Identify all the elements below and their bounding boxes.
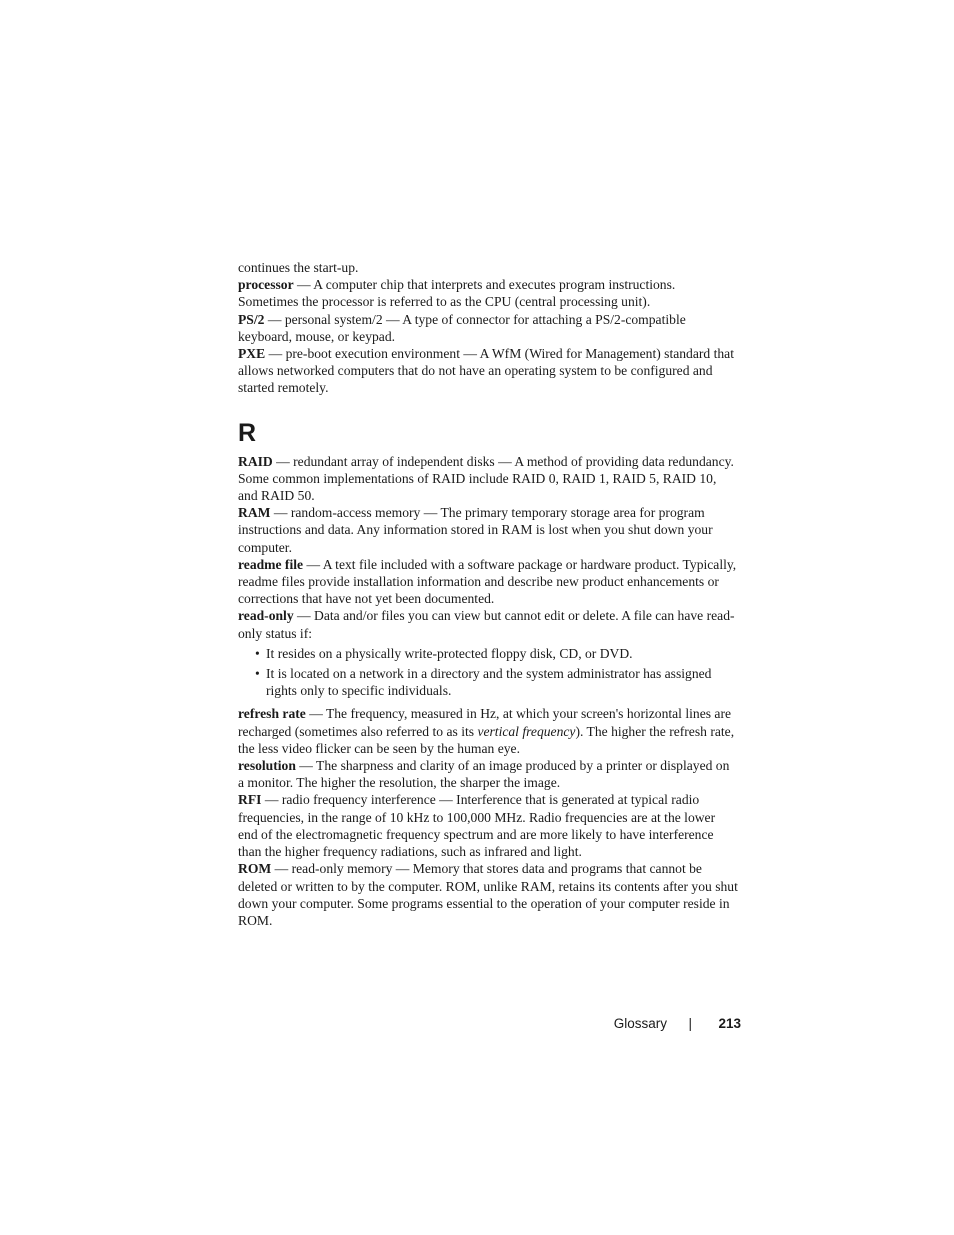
entry-term: resolution bbox=[238, 758, 296, 774]
glossary-entry-processor bbox=[238, 276, 738, 310]
entry-definition: — radio frequency interference — Interference that is generated at typical radio frequencies, in the range of 10 kHz to 100,000 MHz. Radio frequencies are at the lower end of the electromagnetic frequency spectrum and are more likely to have interference than the higher frequency radiations, such as infrared and light. bbox=[238, 792, 716, 860]
entry-definition: ). The higher the refresh rate, the less video flicker can be seen by the human eye. bbox=[238, 723, 735, 756]
bullet-icon: • bbox=[255, 645, 260, 661]
entry-term: RFI bbox=[238, 792, 262, 808]
glossary-content bbox=[238, 259, 738, 929]
glossary-entry-read-only bbox=[238, 607, 738, 641]
entry-term: RAM bbox=[238, 505, 271, 521]
entry-definition: — read-only memory — Memory that stores data and programs that cannot be deleted or written to by the computer. ROM, unlike RAM, retains its contents after you shut down your computer. Some programs essential to the operation of your computer reside in ROM. bbox=[238, 861, 738, 928]
entry-term: RAID bbox=[238, 453, 273, 469]
page-number: 213 bbox=[718, 1016, 741, 1031]
entry-definition: — The sharpness and clarity of an image produced by a printer or displayed on a monitor. The higher the resolution, the sharper the image. bbox=[238, 758, 730, 791]
bullet-icon: • bbox=[255, 666, 260, 682]
entry-term: PS/2 bbox=[238, 311, 265, 327]
glossary-entry-resolution bbox=[238, 757, 738, 791]
glossary-entry-refresh-rate bbox=[238, 705, 738, 757]
read-only-conditions-list bbox=[238, 645, 738, 700]
entry-definition: — A computer chip that interprets and executes program instructions. Sometimes the processor is referred to as the CPU (central processing unit). bbox=[238, 277, 676, 310]
entry-definition: — random-access memory — The primary temporary storage area for program instructions and data. Any information stored in RAM is lost when you shut down your computer. bbox=[238, 505, 713, 555]
list-item-text: It is located on a network in a directory and the system administrator has assigned rights only to specific individuals. bbox=[266, 666, 712, 699]
entry-term: PXE bbox=[238, 346, 266, 362]
entry-term: ROM bbox=[238, 861, 272, 877]
entry-term: readme file bbox=[238, 556, 304, 572]
footer-separator: | bbox=[688, 1016, 692, 1031]
entry-definition: — A text file included with a software package or hardware product. Typically, readme files provide installation information and describe new product enhancements or corrections that have not yet been documented. bbox=[238, 556, 737, 607]
list-item-text: It resides on a physically write-protected floppy disk, CD, or DVD. bbox=[266, 645, 633, 661]
page-footer bbox=[560, 1014, 741, 1034]
section-heading-r: R bbox=[238, 418, 257, 447]
entry-term: processor bbox=[238, 277, 294, 293]
list-item bbox=[238, 645, 738, 662]
glossary-entry-readme-file bbox=[238, 556, 738, 608]
glossary-entry-ps2 bbox=[238, 311, 738, 345]
glossary-entry-rom bbox=[238, 860, 738, 929]
entry-definition: — Data and/or files you can view but cannot edit or delete. A file can have read-only status if: bbox=[238, 608, 735, 641]
entry-definition: — The frequency, measured in Hz, at which your screen's horizontal lines are recharged (sometimes also referred to as its bbox=[238, 706, 732, 739]
entry-term: read-only bbox=[238, 608, 294, 624]
entry-definition: — redundant array of independent disks — A method of providing data redundancy. Some common implementations of RAID include RAID 0, RAID 1, RAID 5, RAID 10, and RAID 50. bbox=[238, 453, 734, 504]
entry-definition: — pre-boot execution environment — A WfM (Wired for Management) standard that allows networked computers that do not have an operating system to be configured and started remotely. bbox=[238, 346, 734, 396]
glossary-entry-pxe bbox=[238, 345, 738, 397]
glossary-entry-ram bbox=[238, 504, 738, 556]
entry-term: refresh rate bbox=[238, 706, 306, 722]
continued-text: continues the start-up. bbox=[238, 260, 359, 275]
glossary-entry-rfi bbox=[238, 791, 738, 860]
entry-definition: — personal system/2 — A type of connector for attaching a PS/2-compatible keyboard, mouse, or keypad. bbox=[238, 311, 686, 344]
entry-definition-italic: vertical frequency bbox=[477, 723, 576, 739]
glossary-entry-raid bbox=[238, 453, 738, 505]
footer-section-label: Glossary bbox=[613, 1016, 667, 1031]
list-item bbox=[238, 665, 738, 699]
